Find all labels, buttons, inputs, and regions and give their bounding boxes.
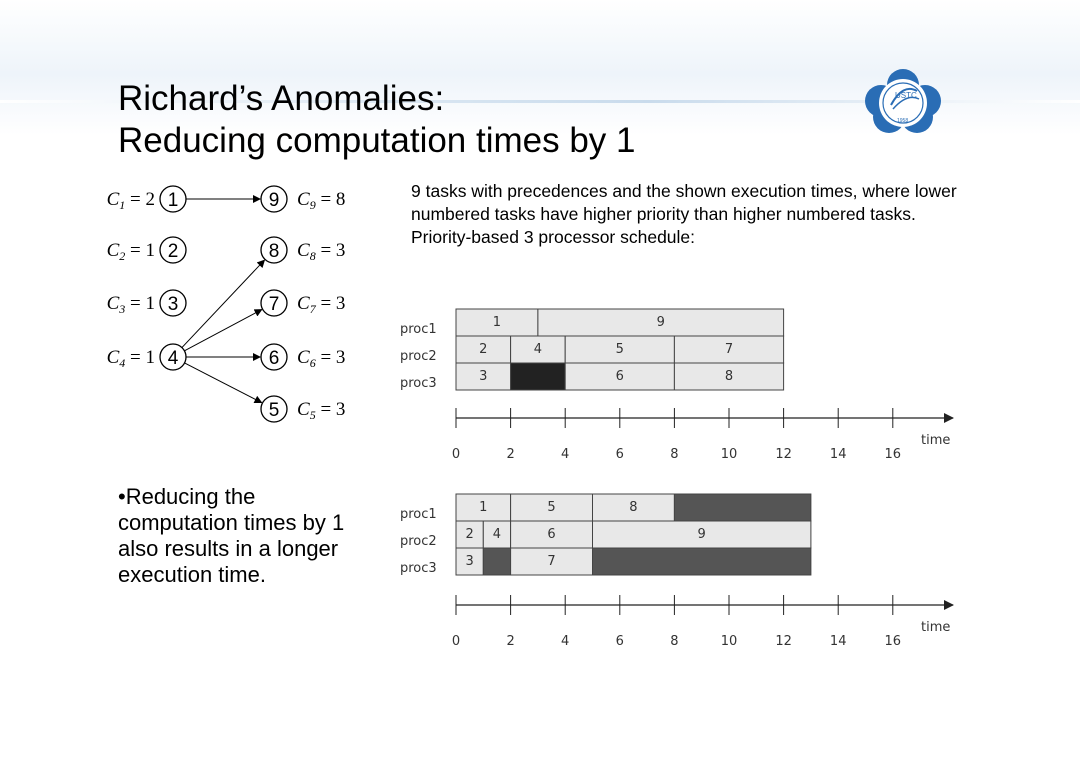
schedule1-task-6-8 <box>565 363 674 390</box>
title-line-1: Richard’s Anomalies: <box>118 79 445 118</box>
schedule1-label-proc3: proc3 <box>400 376 437 391</box>
svg-text:8: 8 <box>629 500 638 515</box>
svg-text:2: 2 <box>167 241 179 262</box>
svg-text:7: 7 <box>724 342 734 357</box>
bullet-note: •Reducing the computation times by 1 also results in a longer execution time. <box>118 484 345 587</box>
schedule2-task-1-0 <box>456 494 511 521</box>
schedule2-tick-label-8: 8 <box>670 634 679 649</box>
svg-text:3: 3 <box>167 294 179 315</box>
svg-text:C9 = 8: $C_9 = 8$ <box>297 189 346 212</box>
schedule1-tick-label-0: 0 <box>451 447 461 462</box>
schedule2-task-8-2 <box>593 494 675 521</box>
svg-text:9: 9 <box>656 315 665 330</box>
svg-text:5: 5 <box>547 500 556 515</box>
svg-text:6: 6 <box>615 369 624 384</box>
schedule1-tick-label-14: 14 <box>829 447 847 462</box>
svg-text:1: 1 <box>479 500 488 515</box>
schedule1-task-5-4 <box>565 336 674 363</box>
schedule1-tick-label-10: 10 <box>720 447 738 462</box>
schedule2-task-idle-9 <box>483 548 510 575</box>
svg-text:1: 1 <box>492 315 502 330</box>
schedule2-task-3-8 <box>456 548 483 575</box>
svg-text:9: 9 <box>697 527 706 542</box>
svg-text:2: 2 <box>465 527 474 542</box>
svg-text:4: 4 <box>533 342 543 357</box>
title-line-2: Reducing computation times by 1 <box>118 121 636 160</box>
schedule2-task-6-6 <box>511 521 593 548</box>
svg-text:9: 9 <box>268 190 280 211</box>
svg-text:6: 6 <box>547 527 556 542</box>
schedule1-tick-label-16: 16 <box>884 447 902 462</box>
schedule2-tick-label-14: 14 <box>829 634 847 649</box>
schedule2-label-proc3: proc3 <box>400 561 437 576</box>
schedule2-task-idle-11 <box>593 548 811 575</box>
svg-text:3: 3 <box>479 369 488 384</box>
svg-text:7: 7 <box>268 294 280 315</box>
schedule1-label-proc2: proc2 <box>400 349 437 364</box>
schedule2-tick-label-2: 2 <box>506 634 515 649</box>
svg-text:C2 = 1: $C_2 = 1$ <box>106 240 155 263</box>
schedule1-tick-label-6: 6 <box>615 447 624 462</box>
svg-text:2: 2 <box>479 342 488 357</box>
schedule1-task-9-1 <box>538 309 784 336</box>
schedule2-task-5-1 <box>511 494 593 521</box>
description-text: 9 tasks with precedences and the shown execution times, where lower numbered tasks have higher priority than higher numbered tasks. Priority-based 3 processor schedule: <box>411 181 957 247</box>
schedule1-task-4-3 <box>511 336 566 363</box>
schedule1-label-proc1: proc1 <box>400 322 437 337</box>
schedule1-task-8-9 <box>674 363 783 390</box>
svg-text:6: 6 <box>268 348 280 369</box>
schedule2-task-4-5 <box>483 521 510 548</box>
logo-label: USTC <box>895 91 917 100</box>
schedule2-tick-label-6: 6 <box>615 634 624 649</box>
svg-text:C3 = 1: $C_3 = 1$ <box>106 293 155 316</box>
logo-year: 1958 <box>897 118 909 124</box>
schedule2-task-2-4 <box>456 521 483 548</box>
schedule1-axis-label: time <box>921 433 951 448</box>
svg-text:4: 4 <box>492 527 502 542</box>
svg-text:5: 5 <box>615 342 624 357</box>
svg-text:4: 4 <box>167 348 179 369</box>
schedule1-task-idle-7 <box>511 363 566 390</box>
schedule2-task-9-7 <box>593 521 811 548</box>
svg-text:8: 8 <box>724 369 734 384</box>
schedule2-axis-label: time <box>921 620 951 635</box>
schedule1-task-3-6 <box>456 363 511 390</box>
svg-text:C7 = 3: $C_7 = 3$ <box>297 293 346 316</box>
schedule2-label-proc1: proc1 <box>400 507 437 522</box>
schedule2-label-proc2: proc2 <box>400 534 437 549</box>
svg-text:5: 5 <box>268 400 280 421</box>
schedule2-task-idle-3 <box>674 494 811 521</box>
schedule2-task-7-10 <box>511 548 593 575</box>
schedule1-tick-label-2: 2 <box>506 447 515 462</box>
schedule2-tick-label-12: 12 <box>775 634 792 649</box>
schedule1-tick-label-12: 12 <box>775 447 792 462</box>
schedule1-task-2-2 <box>456 336 511 363</box>
schedule1-tick-label-8: 8 <box>670 447 679 462</box>
svg-text:C8 = 3: $C_8 = 3$ <box>297 240 346 263</box>
schedule2-tick-label-0: 0 <box>451 634 461 649</box>
svg-text:C6 = 3: $C_6 = 3$ <box>297 347 346 370</box>
schedule1-task-7-5 <box>674 336 783 363</box>
schedule1-task-1-0 <box>456 309 538 336</box>
svg-text:7: 7 <box>547 554 556 569</box>
schedule2-tick-label-10: 10 <box>720 634 738 649</box>
schedule1-tick-label-4: 4 <box>561 447 570 462</box>
svg-text:8: 8 <box>268 241 280 262</box>
svg-text:3: 3 <box>465 554 474 569</box>
schedule2-tick-label-16: 16 <box>884 634 902 649</box>
schedule2-tick-label-4: 4 <box>561 634 570 649</box>
svg-text:C5 = 3: $C_5 = 3$ <box>297 399 346 422</box>
svg-text:C1 = 2: $C_1 = 2$ <box>106 189 155 212</box>
svg-text:C4 = 1: $C_4 = 1$ <box>106 347 155 370</box>
svg-text:1: 1 <box>167 190 179 211</box>
